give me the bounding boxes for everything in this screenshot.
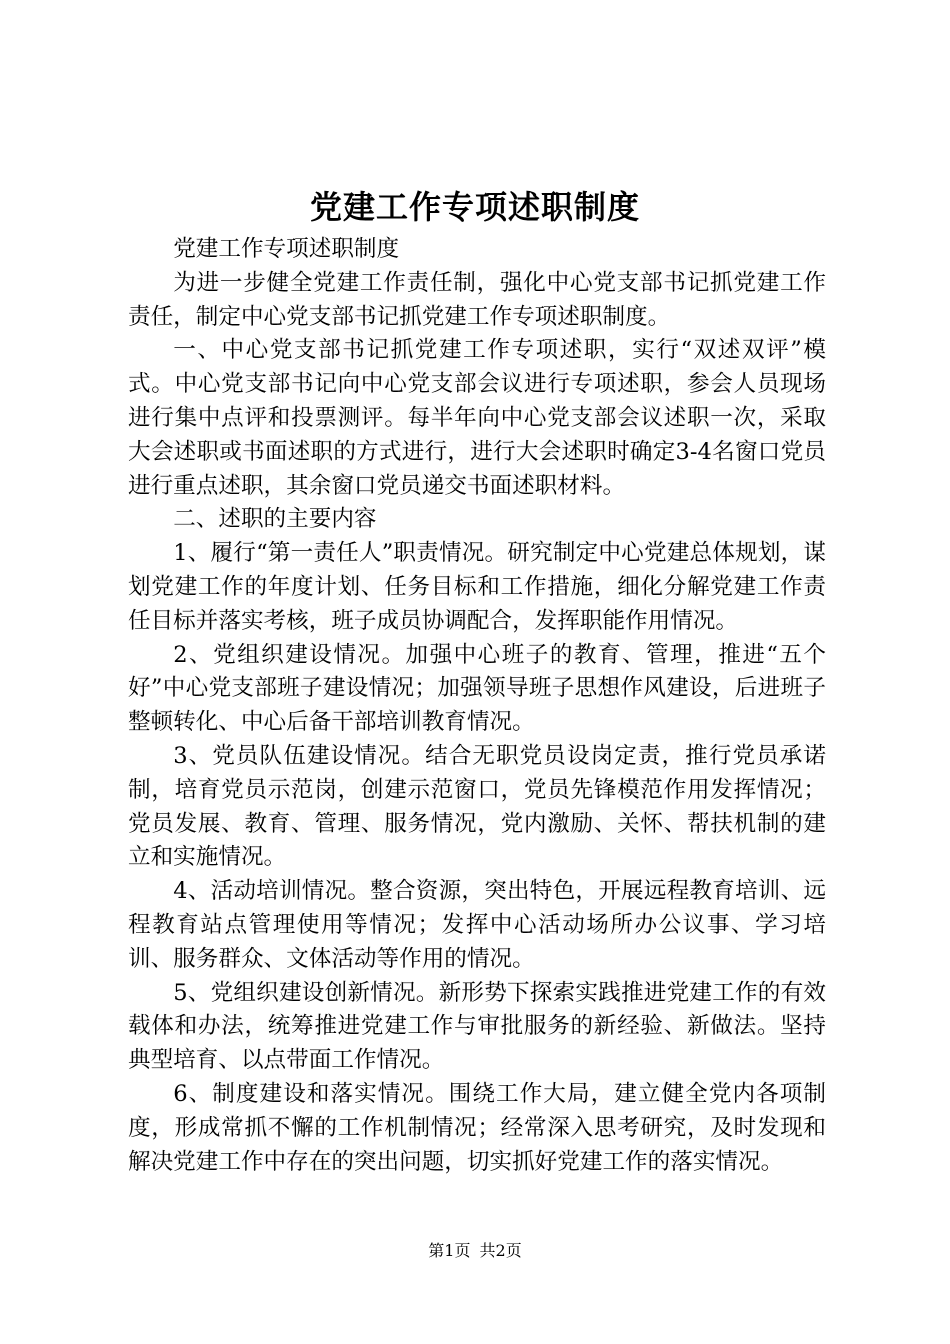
paragraph-item-4: 4、活动培训情况。整合资源，突出特色，开展远程教育培训、远程教育站点管理使用等情况；发挥中心活动场所办公议事、学习培训、服务群众、文体活动等作用的情况。 xyxy=(128,878,826,972)
paragraph-subtitle: 党建工作专项述职制度 xyxy=(173,236,400,262)
page-footer xyxy=(0,1241,950,1261)
paragraph-intro: 为进一步健全党建工作责任制，强化中心党支部书记抓党建工作责任，制定中心党支部书记抓党建工作专项述职制度。 xyxy=(128,269,826,330)
paragraph-item-6: 6、制度建设和落实情况。围绕工作大局，建立健全党内各项制度，形成常抓不懈的工作机制情况；经常深入思考研究，及时发现和解决党建工作中存在的突出问题，切实抓好党建工作的落实情况。 xyxy=(128,1080,826,1175)
paragraph-item-1: 1、履行“第一责任人”职责情况。研究制定中心党建总体规划，谋划党建工作的年度计划、任务目标和工作措施，细化分解党建工作责任目标并落实考核，班子成员协调配合，发挥职能作用情况。 xyxy=(128,540,826,634)
paragraph-item-2: 2、党组织建设情况。加强中心班子的教育、管理，推进“五个好”中心党支部班子建设情况；加强领导班子思想作风建设，后进班子整顿转化、中心后备干部培训教育情况。 xyxy=(128,641,826,736)
page-number-total: 共2页 xyxy=(479,1241,522,1260)
paragraph-item-5: 5、党组织建设创新情况。新形势下探索实践推进党建工作的有效载体和办法，统筹推进党建工作与审批服务的新经验、新做法。坚持典型培育、以点带面工作情况。 xyxy=(128,979,826,1074)
document-title: 党建工作专项述职制度 xyxy=(309,188,640,226)
paragraph-section-2-heading: 二、述职的主要内容 xyxy=(173,506,377,533)
document-body xyxy=(128,233,826,1179)
paragraph-item-3: 3、党员队伍建设情况。结合无职党员设岗定责，推行党员承诺制，培育党员示范岗，创建示范窗口，党员先锋模范作用发挥情况；党员发展、教育、管理、服务情况，党内激励、关怀、帮扶机制的建立和实施情况。 xyxy=(128,742,826,871)
page-number-current: 第1页 xyxy=(428,1241,471,1260)
paragraph-section-1: 一、中心党支部书记抓党建工作专项述职，实行“双述双评”模式。中心党支部书记向中心党支部会议进行专项述职，参会人员现场进行集中点评和投票测评。每半年向中心党支部会议述职一次，采取大会述职或书面述职的方式进行，进行大会述职时确定3-4名窗口党员进行重点述职，其余窗口党员递交书面述职材料。 xyxy=(128,337,826,499)
